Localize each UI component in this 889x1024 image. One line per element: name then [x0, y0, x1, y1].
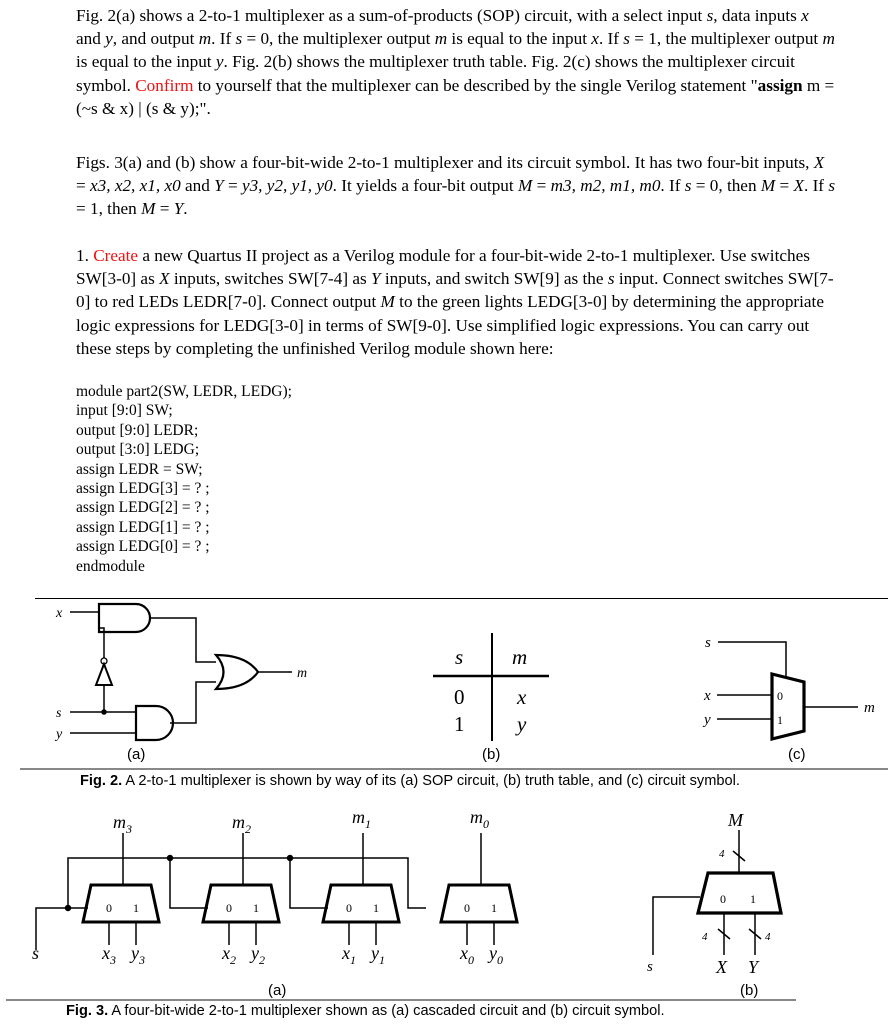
var-s: s	[684, 176, 692, 196]
text: =	[76, 176, 90, 196]
var-y-bits: y3, y2, y1, y0	[241, 176, 333, 196]
code-line: assign LEDG[0] = ? ;	[76, 538, 210, 556]
text: inputs, and switch SW[9] as the	[380, 269, 608, 289]
var-Y: Y	[371, 269, 381, 289]
text: = 0, then	[691, 176, 761, 196]
code-line: module part2(SW, LEDR, LEDG);	[76, 383, 292, 400]
text: and	[180, 176, 215, 196]
mux2-in0: 0	[226, 901, 232, 915]
text: to the green lights LEDG[3-0] by determining the appropriate logic expressions for LEDG[3-0] in terms of SW[9-0]. Use simplified logic expressions. You can carry out these steps by completing the unfinished Verilog module shown here:	[76, 292, 824, 358]
text: . Fig. 2(b) shows the multiplexer truth table. Fig. 2(c) shows the multiplexer circuit symbol.	[76, 52, 795, 95]
var-M: M	[760, 176, 776, 196]
confirm-highlight: Confirm	[135, 75, 194, 95]
label-m: m	[297, 666, 308, 681]
fig3a-label: (a)	[268, 982, 287, 999]
var-s: s	[706, 6, 714, 25]
fig3-caption	[66, 1003, 665, 1019]
var-m-bits: m3, m2, m1, m0	[550, 176, 661, 196]
task-number: 1.	[76, 246, 94, 265]
fig2c-label: (c)	[788, 746, 806, 763]
header-m: m	[512, 645, 528, 669]
text: =	[223, 176, 242, 196]
mux3-in1: 1	[133, 901, 139, 915]
var-M: M	[141, 199, 156, 219]
text: input. Connect switches SW[7-0] to red LEDs LEDR[7-0]. Connect output	[76, 269, 834, 312]
var-m: m	[822, 29, 835, 49]
mux1-in0: 0	[346, 901, 352, 915]
label-m2: $m_2$	[232, 812, 251, 836]
header-s: s	[455, 645, 464, 669]
var-s: s	[623, 29, 630, 49]
row1-m: y	[517, 712, 527, 736]
code-line: input [9:0] SW;	[76, 402, 173, 420]
text: =	[775, 176, 794, 196]
code-line: assign LEDG[1] = ? ;	[76, 518, 210, 536]
text: = 1, then	[76, 199, 142, 219]
label-x2: $x_2$	[222, 943, 236, 967]
code-line: assign LEDR = SW;	[76, 460, 203, 478]
label-X: X	[716, 957, 727, 977]
input-0: 0	[720, 892, 726, 906]
text: inputs, switches SW[7-4] as	[169, 269, 372, 289]
label-y0: $y_0$	[489, 943, 503, 967]
var-Y: Y	[214, 176, 224, 196]
var-y: y	[215, 52, 224, 72]
divider-fig3	[6, 999, 796, 1001]
var-M: M	[380, 292, 395, 312]
text: , and output	[112, 29, 199, 49]
label-s: s	[705, 635, 711, 651]
var-X: X	[813, 153, 825, 172]
label-s: s	[647, 959, 653, 975]
label-y: y	[704, 712, 711, 728]
label-x3: $x_3$	[102, 943, 116, 967]
code-line: endmodule	[76, 557, 145, 575]
bus-width-X: 4	[702, 931, 708, 943]
var-s: s	[235, 29, 243, 49]
label-x0: $x_0$	[460, 943, 474, 967]
var-x: x	[591, 29, 599, 49]
fig3b-label: (b)	[740, 982, 759, 999]
label-x: x	[704, 688, 711, 704]
mux0-in1: 1	[491, 901, 497, 915]
label-m: m	[864, 700, 875, 716]
label-x1: $x_1$	[342, 943, 356, 967]
text: =	[155, 199, 174, 219]
assign-keyword: assign	[757, 75, 803, 95]
label-y2: $y_2$	[251, 943, 265, 967]
var-y: y	[105, 29, 113, 49]
mux3-in0: 0	[106, 901, 112, 915]
caption-label: Fig. 2.	[80, 773, 123, 789]
var-s: s	[828, 176, 836, 196]
row0-s: 0	[454, 685, 465, 709]
input-1: 1	[777, 713, 783, 727]
text: Fig. 2(a) shows a 2-to-1 multiplexer as a sum-of-products (SOP) circuit, with a select input	[76, 6, 707, 25]
fig2a-label: (a)	[127, 746, 146, 763]
label-m3: $m_3$	[113, 812, 132, 836]
text: . If	[803, 176, 829, 196]
label-s: s	[56, 706, 62, 721]
bus-width-Y: 4	[765, 931, 771, 943]
text: is equal to the input	[447, 29, 592, 49]
text: . If	[660, 176, 685, 196]
row1-s: 1	[454, 712, 465, 736]
text: .	[183, 199, 188, 219]
label-M: M	[728, 810, 743, 830]
var-s: s	[607, 269, 615, 289]
code-line: assign LEDG[3] = ? ;	[76, 480, 210, 498]
text: and	[76, 29, 106, 49]
var-x-bits: x3, x2, x1, x0	[90, 176, 181, 196]
label-Y: Y	[748, 957, 759, 977]
text: m = (~s & x) | (s & y);".	[76, 75, 835, 118]
text: . If	[598, 29, 624, 49]
text: is equal to the input	[76, 52, 216, 72]
label-m1: $m_1$	[352, 807, 371, 831]
var-X: X	[793, 176, 804, 196]
var-m: m	[198, 29, 212, 49]
text: = 1, the multiplexer output	[629, 29, 823, 49]
code-line: output [3:0] LEDG;	[76, 441, 200, 459]
create-highlight: Create	[93, 246, 139, 265]
mux1-in1: 1	[373, 901, 379, 915]
caption-label: Fig. 3.	[66, 1003, 109, 1019]
var-X: X	[159, 269, 170, 289]
var-m: m	[434, 29, 448, 49]
row0-m: x	[517, 685, 527, 709]
mux0-in0: 0	[464, 901, 470, 915]
text: to yourself that the multiplexer can be described by the single Verilog statement "	[193, 75, 758, 95]
label-y: y	[56, 727, 63, 742]
text: . If	[211, 29, 236, 49]
text: = 0, the multiplexer output	[242, 29, 435, 49]
var-M: M	[517, 176, 533, 196]
input-1: 1	[750, 892, 756, 906]
label-y1: $y_1$	[371, 943, 385, 967]
caption-text: A 2-to-1 multiplexer is shown by way of its (a) SOP circuit, (b) truth table, and (c) circuit symbol.	[122, 773, 740, 789]
mux-body	[698, 873, 781, 913]
text: Figs. 3(a) and (b) show a four-bit-wide 2-to-1 multiplexer and its circuit symbol. It has two four-bit inputs,	[76, 153, 814, 172]
input-0: 0	[777, 689, 783, 703]
caption-text: A four-bit-wide 2-to-1 multiplexer shown as (a) cascaded circuit and (b) circuit symbol.	[108, 1003, 665, 1019]
label-y3: $y_3$	[131, 943, 145, 967]
label-s: s	[32, 943, 40, 963]
fig2b-label: (b)	[482, 746, 501, 763]
code-line: output [9:0] LEDR;	[76, 421, 199, 439]
bus-width-M: 4	[719, 848, 725, 860]
var-Y: Y	[173, 199, 184, 219]
label-m0: $m_0$	[470, 807, 489, 831]
code-line: assign LEDG[2] = ? ;	[76, 499, 210, 517]
mux2-in1: 1	[253, 901, 259, 915]
text: , data inputs	[713, 6, 802, 25]
label-x: x	[56, 606, 63, 621]
text: . It yields a four-bit output	[332, 176, 518, 196]
var-x: x	[801, 6, 809, 25]
text: a new Quartus II project as a Verilog module for a four-bit-wide 2-to-1 multiplexer. Use switches SW[3-0] as	[76, 246, 810, 289]
text: =	[532, 176, 551, 196]
